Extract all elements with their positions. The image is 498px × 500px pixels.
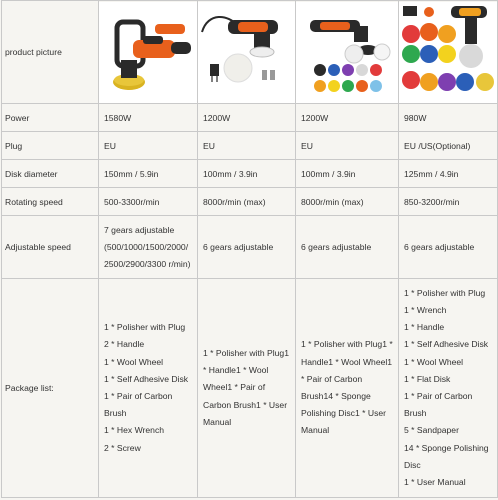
text-line: 1 * Pair of Carbon <box>104 391 173 401</box>
text-line: 1 * User Manual <box>404 477 466 488</box>
text-line: * Pair of Carbon <box>301 373 363 384</box>
text-line: Manual <box>203 416 232 427</box>
product-4-picture <box>399 1 498 104</box>
text-line: 1 * Polisher with Plug <box>404 287 486 298</box>
text-line: Wheel1 * Pair of <box>203 382 266 393</box>
text-line: 1 * Hex Wrench <box>104 425 165 436</box>
product-3-picture <box>296 1 399 104</box>
label-adjustable-speed: Adjustable speed <box>2 216 99 279</box>
text-line: Brush14 * Sponge <box>301 391 371 401</box>
product-2-picture <box>198 1 296 104</box>
rotating-speed-value: 8000r/min (max) <box>296 188 399 216</box>
text-line: 1 * Wool Wheel <box>104 356 164 367</box>
disk-diameter-value: 125mm / 4.9in <box>399 160 498 188</box>
text-line: 6 gears adjustable <box>301 241 372 252</box>
package-list-value <box>198 279 296 498</box>
row-adjustable-speed <box>2 216 498 279</box>
label-product-picture: product picture <box>2 1 99 104</box>
text-line: 1 * Wool Wheel <box>404 356 464 367</box>
row-power <box>2 104 498 132</box>
power-value: 1580W <box>99 104 198 132</box>
plug-value: EU <box>296 132 399 160</box>
adjustable-speed-value <box>99 216 198 279</box>
text-line: Polishing Disc1 * User <box>301 408 387 419</box>
row-plug <box>2 132 498 160</box>
text-line: 1 * Self Adhesive Disk <box>404 339 489 350</box>
text-line: 14 * Sponge Polishing <box>404 442 489 453</box>
power-value: 1200W <box>296 104 399 132</box>
adjustable-speed-value <box>198 216 296 279</box>
text-line: 5 * Sandpaper <box>404 425 459 436</box>
text-line: 1 * Polisher with Plug1 * <box>301 339 393 350</box>
text-line: 1 * Self Adhesive Disk <box>104 373 189 384</box>
text-line: 2 * Handle <box>104 339 145 350</box>
package-list-value <box>399 279 498 498</box>
text-line: Brush <box>404 408 427 419</box>
text-line: * Handle1 * Wool <box>203 365 269 376</box>
disk-diameter-value: 100mm / 3.9in <box>296 160 399 188</box>
adjustable-speed-value <box>399 216 498 279</box>
text-line: 1 * Flat Disk <box>404 373 451 384</box>
text-line: 2500/2900/3300 r/min) <box>104 258 191 269</box>
disk-diameter-value: 100mm / 3.9in <box>198 160 296 188</box>
text-line: 1 * Handle <box>404 322 445 333</box>
package-list-value <box>99 279 198 498</box>
text-line: (500/1000/1500/2000/ <box>104 241 189 252</box>
polisher-with-colored-pads-photo-icon <box>296 2 398 103</box>
text-line: Handle1 * Wool Wheel1 <box>301 356 393 367</box>
text-line: 6 gears adjustable <box>404 241 475 252</box>
text-line: Brush <box>104 408 127 419</box>
row-rotating-speed <box>2 188 498 216</box>
text-line: Carbon Brush1 * User <box>203 399 288 410</box>
label-plug: Plug <box>2 132 99 160</box>
row-disk-diameter <box>2 160 498 188</box>
text-line: 1 * Pair of Carbon <box>404 391 473 401</box>
label-power: Power <box>2 104 99 132</box>
text-line: 1 * Wrench <box>404 304 447 315</box>
text-line: Manual <box>301 425 330 436</box>
text-line: Disc <box>404 459 421 470</box>
label-disk-diameter: Disk diameter <box>2 160 99 188</box>
rotating-speed-value: 850-3200r/min <box>399 188 498 216</box>
spec-comparison-table <box>1 0 498 498</box>
text-line: 2 * Screw <box>104 442 141 453</box>
row-package-list <box>2 279 498 498</box>
label-package-list: Package list: <box>2 279 99 498</box>
text-line: 6 gears adjustable <box>203 241 274 252</box>
power-value: 980W <box>399 104 498 132</box>
rotating-speed-value: 8000r/min (max) <box>198 188 296 216</box>
text-line: 1 * Polisher with Plug <box>104 322 186 333</box>
text-line: 7 gears adjustable <box>104 224 175 235</box>
plug-value: EU <box>99 132 198 160</box>
package-list-value <box>296 279 399 498</box>
plug-value: EU /US(Optional) <box>399 132 498 160</box>
polisher-with-sponge-pad-kit-photo-icon <box>399 2 497 103</box>
polisher-with-wool-wheel-photo-icon <box>99 2 197 103</box>
polisher-with-plug-and-carbon-brushes-photo-icon <box>198 2 295 103</box>
product-1-picture <box>99 1 198 104</box>
disk-diameter-value: 150mm / 5.9in <box>99 160 198 188</box>
adjustable-speed-value <box>296 216 399 279</box>
plug-value: EU <box>198 132 296 160</box>
power-value: 1200W <box>198 104 296 132</box>
text-line: 1 * Polisher with Plug1 <box>203 347 289 358</box>
label-rotating-speed: Rotating speed <box>2 188 99 216</box>
row-product-picture <box>2 1 498 104</box>
rotating-speed-value: 500-3300r/min <box>99 188 198 216</box>
